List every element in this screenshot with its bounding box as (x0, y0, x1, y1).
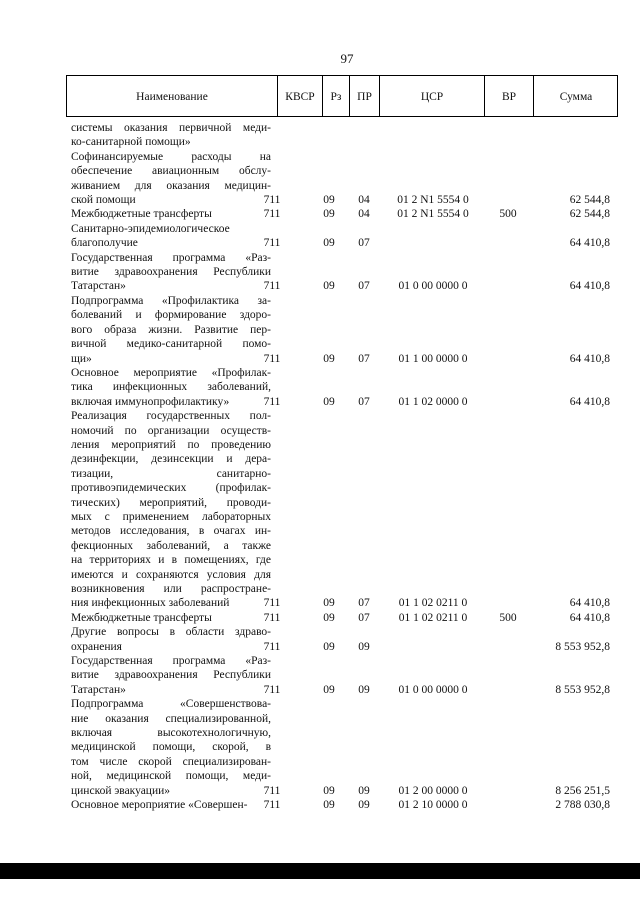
cell-pr: 09 (358, 784, 370, 797)
row-name-line: системы оказания первичной меди- (71, 122, 271, 134)
cell-rz: 09 (323, 683, 335, 696)
cell-sum: 64 410,8 (569, 237, 610, 250)
cell-csr: 01 2 N1 5554 0 (397, 208, 469, 221)
table-row (0, 625, 640, 654)
row-name-line: живанием для оказания медицин- (71, 179, 271, 192)
row-name-line: медицинской помощи, скорой, в (71, 741, 271, 754)
row-name-line: включая иммунопрофилактику» (71, 395, 230, 408)
cell-rz: 09 (323, 597, 335, 610)
cell-pr: 07 (358, 597, 370, 610)
cell-sum: 8 553 952,8 (555, 683, 610, 696)
cell-pr: 04 (358, 194, 370, 207)
row-name-line: ской помощи (71, 194, 136, 207)
table-row (0, 611, 640, 625)
cell-sum: 2 788 030,8 (555, 799, 610, 812)
cell-kvsr: 711 (263, 395, 281, 408)
table-row (0, 251, 640, 294)
row-name-line: Татарстан» (71, 683, 126, 696)
table-row (0, 207, 640, 221)
row-name (71, 409, 271, 611)
cell-sum: 64 410,8 (569, 395, 610, 408)
row-name-line: болеваний и формирование здоро- (71, 309, 271, 322)
row-name-line: благополучие (71, 237, 138, 250)
row-name-line: ние оказания специализированной, (71, 712, 271, 725)
row-name-line: Межбюджетные трансферты (71, 208, 212, 221)
row-name-line: номочий по организации осуществ- (71, 424, 271, 437)
cell-csr: 01 1 02 0000 0 (398, 395, 468, 408)
cell-rz: 09 (323, 280, 335, 293)
cell-csr: 01 1 00 0000 0 (398, 352, 468, 365)
cell-kvsr: 711 (263, 208, 281, 221)
cell-kvsr: 711 (263, 352, 281, 365)
row-name-line: ко-санитарной помощи» (71, 136, 191, 149)
header-sum: Сумма (559, 91, 593, 103)
cell-csr: 01 1 02 0211 0 (398, 611, 468, 624)
page-number: 97 (340, 51, 354, 66)
header-vr: ВР (501, 91, 517, 103)
cell-kvsr: 711 (263, 784, 281, 797)
cell-kvsr: 711 (263, 280, 281, 293)
row-name-line: вого образа жизни. Развитие пер- (71, 323, 271, 336)
row-name-line: Другие вопросы в области здраво- (71, 626, 271, 639)
cell-pr: 09 (358, 683, 370, 696)
cell-rz: 09 (323, 784, 335, 797)
row-name-line: имеются и сохраняются условия для (71, 568, 271, 581)
row-name-line: возникновения или распростране- (71, 583, 271, 595)
row-name-line: тика инфекционных заболеваний, (71, 381, 271, 394)
cell-rz: 09 (323, 352, 335, 365)
table-header (66, 75, 618, 117)
row-name-line: Санитарно-эпидемиологическое (71, 222, 230, 235)
cell-rz: 09 (323, 237, 335, 250)
row-name-line: включая высокотехнологичную, (71, 727, 271, 740)
cell-rz: 09 (323, 395, 335, 408)
cell-pr: 07 (358, 237, 370, 250)
table-row (0, 697, 640, 798)
row-name-line: Реализация государственных пол- (71, 410, 271, 423)
cell-pr: 07 (358, 611, 370, 624)
table-row (0, 150, 640, 208)
cell-kvsr: 711 (263, 640, 281, 653)
row-name-line: на территориях и в помещениях, где (71, 554, 271, 567)
cell-pr: 07 (358, 280, 370, 293)
cell-rz: 09 (323, 208, 335, 221)
row-name-line: Софинансируемые расходы на (71, 150, 271, 163)
cell-csr: 01 2 00 0000 0 (398, 784, 468, 797)
cell-pr: 07 (358, 352, 370, 365)
cell-sum: 8 256 251,5 (555, 784, 610, 797)
row-name-line: охранения (71, 640, 122, 653)
row-name-line: ной, медицинской помощи, меди- (71, 770, 271, 783)
row-name-line: тизации, санитарно- (71, 467, 271, 480)
cell-csr: 01 0 00 0000 0 (398, 280, 468, 293)
cell-sum: 8 553 952,8 (555, 640, 610, 653)
cell-rz: 09 (323, 611, 335, 624)
row-name-line: тических) мероприятий, проводи- (71, 496, 271, 509)
header-name: Наименование (136, 91, 208, 103)
cell-sum: 62 544,8 (569, 194, 610, 207)
cell-sum: 64 410,8 (569, 280, 610, 293)
cell-rz: 09 (323, 799, 335, 812)
cell-sum: 64 410,8 (569, 611, 610, 624)
table-row (0, 121, 640, 150)
cell-pr: 09 (358, 640, 370, 653)
cell-pr: 04 (358, 208, 370, 221)
cell-vr: 500 (499, 208, 517, 221)
row-name-line: ния инфекционных заболеваний (71, 597, 230, 610)
table-row (0, 654, 640, 697)
row-name-line: Государственная программа «Раз- (71, 655, 271, 668)
cell-kvsr: 711 (263, 683, 281, 696)
cell-pr: 07 (358, 395, 370, 408)
cell-rz: 09 (323, 640, 335, 653)
cell-csr: 01 2 N1 5554 0 (397, 194, 469, 207)
header-pr: ПР (357, 91, 372, 103)
row-name-line: ления мероприятий по проведению (71, 438, 271, 451)
cell-kvsr: 711 (263, 237, 281, 250)
row-name-line: Межбюджетные трансферты (71, 611, 212, 624)
row-name-line: Татарстан» (71, 280, 126, 293)
row-name-line: витие здравоохранения Республики (71, 669, 271, 682)
row-name-line: цинской эвакуации» (71, 784, 171, 797)
row-name-line: Основное мероприятие «Совершен- (71, 799, 248, 812)
cell-sum: 64 410,8 (569, 352, 610, 365)
cell-sum: 64 410,8 (569, 597, 610, 610)
cell-kvsr: 711 (263, 194, 281, 207)
cell-kvsr: 711 (263, 611, 281, 624)
row-name-line: Основное мероприятие «Профилак- (71, 366, 271, 379)
cell-csr: 01 2 10 0000 0 (398, 799, 468, 812)
row-name-line: обеспечение авиационным обслу- (71, 165, 271, 178)
row-name-line: Государственная программа «Раз- (71, 251, 271, 264)
table-body (0, 121, 640, 813)
row-name-line: Подпрограмма «Профилактика за- (71, 294, 271, 307)
row-name-line: вичной медико-санитарной помо- (71, 338, 271, 351)
row-name-line: щи» (71, 352, 92, 365)
row-name-line: фекционных заболеваний, а также (71, 539, 271, 552)
cell-pr: 09 (358, 799, 370, 812)
row-name-line: методов исследования, в очагах ин- (71, 525, 271, 538)
row-name-line: противоэпидемических (профилак- (71, 482, 271, 495)
row-name-line: мых с применением лабораторных (71, 510, 271, 523)
header-rz: Рз (330, 91, 342, 103)
cell-kvsr: 711 (263, 799, 281, 812)
cell-sum: 62 544,8 (569, 208, 610, 221)
header-kvsr: КВСР (285, 91, 315, 103)
header-csr: ЦСР (420, 91, 444, 103)
table-row (0, 409, 640, 611)
row-name-line: Подпрограмма «Совершенствова- (71, 698, 271, 711)
cell-rz: 09 (323, 194, 335, 207)
table-row (0, 798, 640, 812)
cell-vr: 500 (499, 611, 517, 624)
table-row (0, 366, 640, 409)
scan-edge-band (0, 863, 640, 879)
table-row (0, 294, 640, 366)
table-row (0, 222, 640, 251)
row-name-line: дезинфекции, дезинсекции и дера- (71, 453, 271, 466)
cell-kvsr: 711 (263, 597, 281, 610)
row-name-line: том числе скорой специализирован- (71, 755, 271, 768)
cell-csr: 01 1 02 0211 0 (398, 597, 468, 610)
cell-csr: 01 0 00 0000 0 (398, 683, 468, 696)
row-name-line: витие здравоохранения Республики (71, 266, 271, 279)
